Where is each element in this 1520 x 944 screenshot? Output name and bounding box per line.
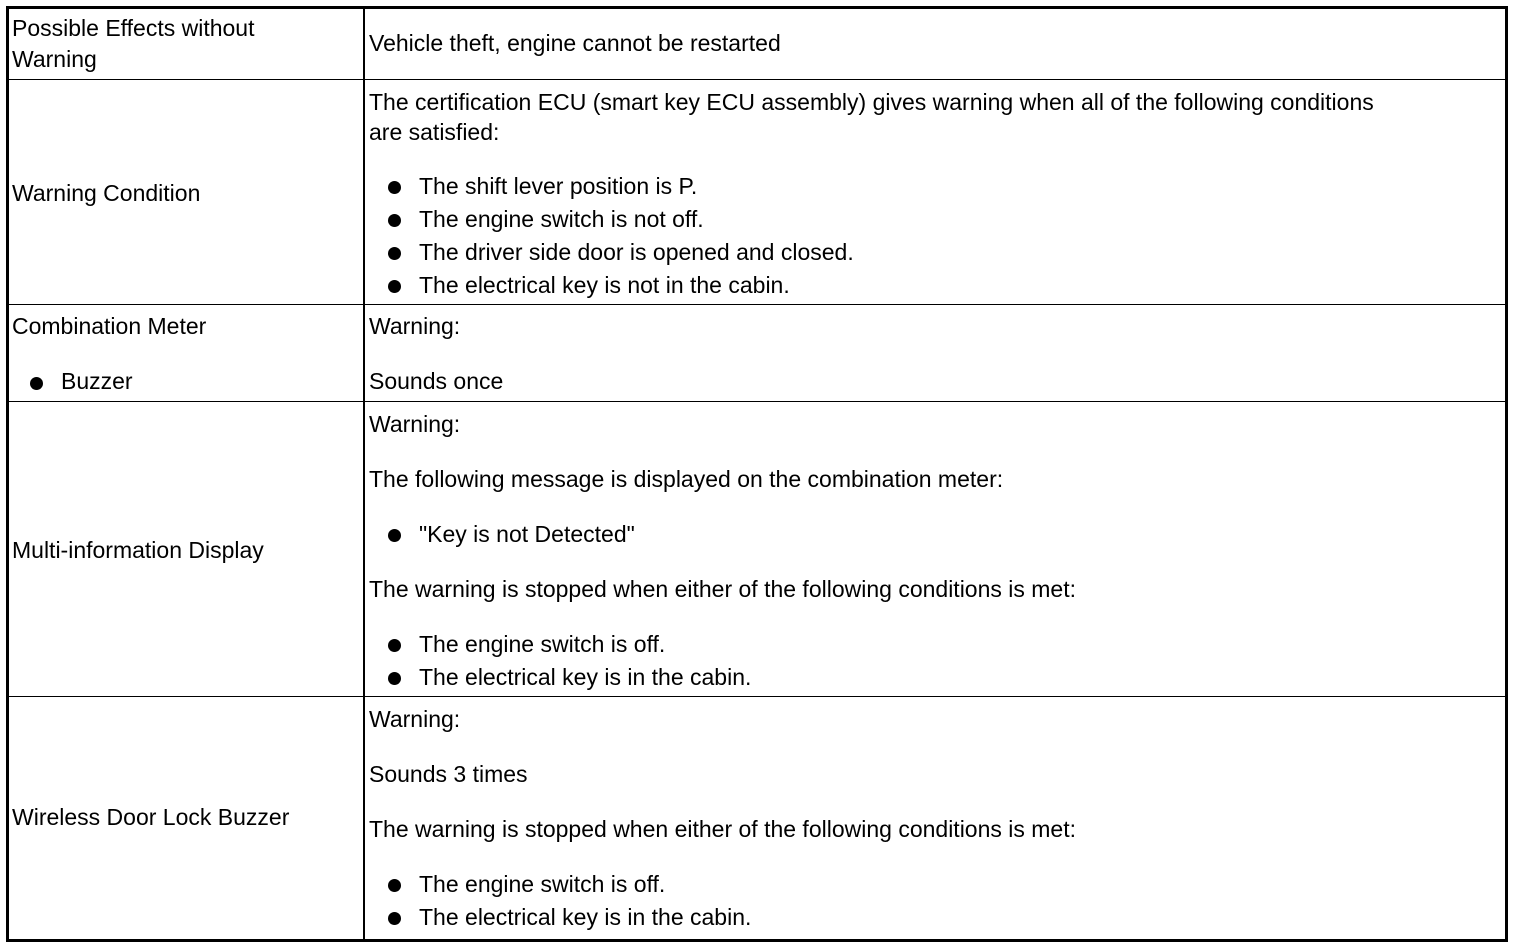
row-label-warning-condition: Warning Condition [12, 180, 201, 206]
condition-bullet: The shift lever position is P. [419, 173, 698, 199]
condition-intro-line1: The certification ECU (smart key ECU assembly) gives warning when all of the following conditions [369, 89, 1374, 115]
warning-table [6, 6, 1508, 942]
row-label-wireless-door-lock: Wireless Door Lock Buzzer [12, 804, 290, 830]
table-row-warning-condition [9, 79, 1505, 305]
bullet-icon [388, 181, 401, 194]
table-row-multi-info-display [9, 401, 1505, 697]
bullet-icon [388, 247, 401, 260]
mid-stop-bullet: The engine switch is off. [419, 631, 666, 657]
row-label-multi-info-display: Multi-information Display [12, 537, 264, 563]
meter-warning-label: Warning: [369, 313, 461, 339]
condition-bullet: The electrical key is not in the cabin. [419, 272, 790, 298]
row-label-effects-line1: Possible Effects without [12, 15, 255, 41]
bullet-icon [30, 377, 43, 390]
bullet-icon [388, 639, 401, 652]
mid-warning-label: Warning: [369, 411, 461, 437]
row-label-effects [12, 13, 254, 75]
mid-message-bullet: "Key is not Detected" [419, 521, 635, 547]
meter-sub-bullet: Buzzer [61, 368, 133, 394]
mid-stop-text: The warning is stopped when either of the following conditions is met: [369, 576, 1077, 602]
bullet-icon [388, 879, 401, 892]
bullet-icon [388, 214, 401, 227]
wireless-stop-bullet: The engine switch is off. [419, 871, 666, 897]
wireless-stop-text: The warning is stopped when either of the following conditions is met: [369, 816, 1077, 842]
bullet-icon [388, 912, 401, 925]
mid-stop-bullet: The electrical key is in the cabin. [419, 664, 752, 690]
wireless-detail: Sounds 3 times [369, 761, 528, 787]
meter-detail: Sounds once [369, 368, 504, 394]
condition-intro-line2: are satisfied: [369, 119, 500, 145]
table-row-wireless-door-lock [9, 696, 1505, 940]
condition-bullet: The driver side door is opened and closed. [419, 239, 854, 265]
condition-bullet: The engine switch is not off. [419, 206, 704, 232]
bullet-icon [388, 529, 401, 542]
wireless-stop-bullet: The electrical key is in the cabin. [419, 904, 752, 930]
effects-value: Vehicle theft, engine cannot be restarted [369, 30, 781, 56]
row-label-combination-meter: Combination Meter [12, 313, 207, 339]
wireless-warning-label: Warning: [369, 706, 461, 732]
table-row-effects [9, 9, 1505, 79]
row-label-effects-line2: Warning [12, 46, 97, 72]
table-row-combination-meter [9, 304, 1505, 402]
bullet-icon [388, 672, 401, 685]
mid-message-intro: The following message is displayed on the combination meter: [369, 466, 1004, 492]
bullet-icon [388, 280, 401, 293]
